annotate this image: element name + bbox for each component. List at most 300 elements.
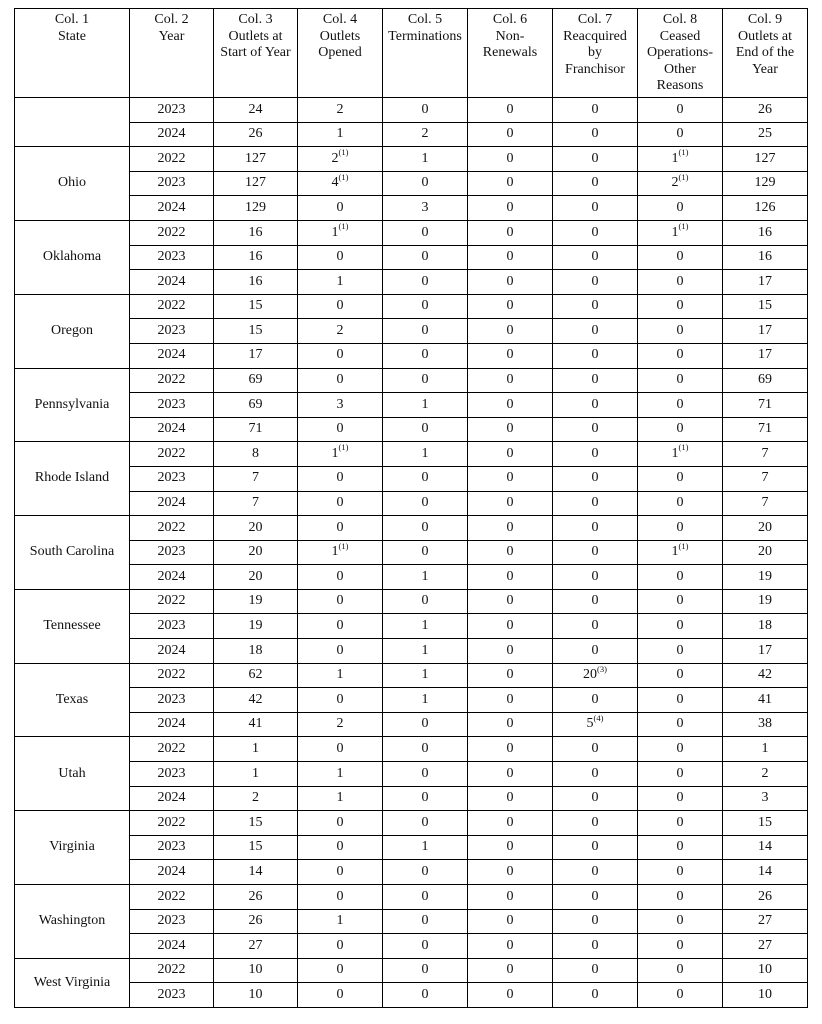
header-line: Col. 8 — [662, 12, 698, 27]
opened-cell: 2 — [298, 712, 383, 737]
start-cell: 16 — [214, 220, 298, 245]
start-cell: 10 — [214, 983, 298, 1008]
opened-cell: 0 — [298, 565, 383, 590]
end-cell: 41 — [723, 688, 808, 713]
terminations-cell: 0 — [383, 540, 468, 565]
terminations-cell: 0 — [383, 983, 468, 1008]
year-cell: 2023 — [130, 466, 214, 491]
terminations-cell: 0 — [383, 245, 468, 270]
footnote-marker: (1) — [338, 540, 349, 551]
opened-cell: 0 — [298, 196, 383, 221]
table-row — [15, 98, 808, 123]
header-line: Renewals — [482, 45, 538, 60]
opened-cell: 1 — [298, 122, 383, 147]
year-cell: 2024 — [130, 343, 214, 368]
opened-cell: 0 — [298, 466, 383, 491]
opened-cell: 0 — [298, 614, 383, 639]
start-cell: 69 — [214, 393, 298, 418]
terminations-cell: 1 — [383, 688, 468, 713]
end-cell: 17 — [723, 343, 808, 368]
state-cell: West Virginia — [15, 958, 130, 1007]
ceased-cell — [638, 540, 723, 565]
end-cell: 127 — [723, 147, 808, 172]
reacquired-cell: 0 — [553, 909, 638, 934]
year-cell: 2022 — [130, 589, 214, 614]
non-renewals-cell: 0 — [468, 122, 553, 147]
end-cell: 3 — [723, 786, 808, 811]
year-cell: 2023 — [130, 245, 214, 270]
reacquired-cell: 0 — [553, 811, 638, 836]
reacquired-cell: 0 — [553, 762, 638, 787]
terminations-cell: 0 — [383, 343, 468, 368]
start-cell: 2 — [214, 786, 298, 811]
end-cell: 2 — [723, 762, 808, 787]
opened-cell: 1 — [298, 270, 383, 295]
reacquired-cell — [553, 712, 638, 737]
non-renewals-cell: 0 — [468, 983, 553, 1008]
start-cell: 24 — [214, 98, 298, 123]
header-line: Outlets at — [228, 28, 283, 44]
ceased-cell: 0 — [638, 712, 723, 737]
cell-value: 1 — [671, 445, 679, 461]
year-cell: 2024 — [130, 196, 214, 221]
table-row — [15, 122, 808, 147]
header-outlets-start — [214, 9, 298, 98]
end-cell: 27 — [723, 909, 808, 934]
table-row — [15, 343, 808, 368]
year-cell: 2023 — [130, 909, 214, 934]
reacquired-cell: 0 — [553, 368, 638, 393]
table-row — [15, 958, 808, 983]
table-row — [15, 835, 808, 860]
footnote-marker: (1) — [678, 220, 689, 231]
state-cell: Ohio — [15, 147, 130, 221]
cell-value: 4 — [331, 175, 339, 191]
start-cell: 15 — [214, 835, 298, 860]
header-line: Col. 9 — [747, 12, 783, 27]
end-cell: 26 — [723, 98, 808, 123]
terminations-cell: 0 — [383, 270, 468, 295]
non-renewals-cell: 0 — [468, 147, 553, 172]
header-line: Operations- — [646, 45, 714, 60]
opened-cell: 0 — [298, 245, 383, 270]
header-line: Opened — [318, 45, 362, 60]
header-line: Franchisor — [565, 61, 625, 77]
opened-cell: 0 — [298, 737, 383, 762]
end-cell: 25 — [723, 122, 808, 147]
ceased-cell: 0 — [638, 860, 723, 885]
terminations-cell: 1 — [383, 639, 468, 664]
non-renewals-cell: 0 — [468, 737, 553, 762]
table-row — [15, 466, 808, 491]
non-renewals-cell: 0 — [468, 565, 553, 590]
ceased-cell — [638, 220, 723, 245]
start-cell: 27 — [214, 934, 298, 959]
non-renewals-cell: 0 — [468, 466, 553, 491]
terminations-cell: 0 — [383, 368, 468, 393]
end-cell: 27 — [723, 934, 808, 959]
table-row — [15, 589, 808, 614]
opened-cell: 1 — [298, 786, 383, 811]
opened-cell: 0 — [298, 417, 383, 442]
header-row — [15, 9, 808, 98]
opened-cell: 0 — [298, 934, 383, 959]
reacquired-cell: 0 — [553, 540, 638, 565]
year-cell: 2022 — [130, 442, 214, 467]
header-line: Col. 2 — [154, 12, 189, 27]
non-renewals-cell: 0 — [468, 491, 553, 516]
start-cell: 42 — [214, 688, 298, 713]
start-cell: 18 — [214, 639, 298, 664]
reacquired-cell: 0 — [553, 934, 638, 959]
terminations-cell: 0 — [383, 319, 468, 344]
non-renewals-cell: 0 — [468, 171, 553, 196]
non-renewals-cell: 0 — [468, 762, 553, 787]
start-cell: 20 — [214, 540, 298, 565]
state-cell: Utah — [15, 737, 130, 811]
end-cell: 19 — [723, 589, 808, 614]
table-row — [15, 491, 808, 516]
reacquired-cell: 0 — [553, 270, 638, 295]
terminations-cell: 0 — [383, 860, 468, 885]
reacquired-cell: 0 — [553, 958, 638, 983]
reacquired-cell — [553, 663, 638, 688]
header-reacquired — [553, 9, 638, 98]
ceased-cell: 0 — [638, 343, 723, 368]
end-cell: 20 — [723, 540, 808, 565]
ceased-cell: 0 — [638, 737, 723, 762]
reacquired-cell: 0 — [553, 122, 638, 147]
cell-value: 1 — [331, 544, 339, 560]
ceased-cell: 0 — [638, 688, 723, 713]
opened-cell: 0 — [298, 516, 383, 541]
ceased-cell: 0 — [638, 245, 723, 270]
header-line: Ceased — [659, 28, 701, 44]
year-cell: 2022 — [130, 958, 214, 983]
ceased-cell: 0 — [638, 196, 723, 221]
header-line: Outlets at — [737, 28, 793, 44]
year-cell: 2023 — [130, 98, 214, 123]
year-cell: 2022 — [130, 885, 214, 910]
start-cell: 10 — [214, 958, 298, 983]
start-cell: 16 — [214, 245, 298, 270]
reacquired-cell: 0 — [553, 983, 638, 1008]
terminations-cell: 0 — [383, 417, 468, 442]
header-line: Col. 5 — [407, 12, 443, 27]
year-cell: 2023 — [130, 688, 214, 713]
opened-cell: 2 — [298, 319, 383, 344]
header-line: Other — [664, 61, 696, 77]
header-non-renewals — [468, 9, 553, 98]
ceased-cell: 0 — [638, 835, 723, 860]
table-row — [15, 909, 808, 934]
non-renewals-cell: 0 — [468, 786, 553, 811]
terminations-cell: 0 — [383, 466, 468, 491]
end-cell: 16 — [723, 220, 808, 245]
terminations-cell: 0 — [383, 909, 468, 934]
terminations-cell: 0 — [383, 294, 468, 319]
header-line: Col. 7 — [577, 12, 613, 27]
start-cell: 14 — [214, 860, 298, 885]
opened-cell: 2 — [298, 98, 383, 123]
year-cell: 2024 — [130, 639, 214, 664]
header-line: Outlets — [319, 28, 361, 44]
ceased-cell: 0 — [638, 958, 723, 983]
ceased-cell: 0 — [638, 319, 723, 344]
non-renewals-cell: 0 — [468, 885, 553, 910]
opened-cell: 0 — [298, 491, 383, 516]
header-line: Col. 1 — [54, 12, 90, 27]
ceased-cell: 0 — [638, 934, 723, 959]
reacquired-cell: 0 — [553, 614, 638, 639]
start-cell: 20 — [214, 565, 298, 590]
footnote-marker: (1) — [678, 171, 689, 182]
reacquired-cell: 0 — [553, 147, 638, 172]
table-row — [15, 614, 808, 639]
terminations-cell: 0 — [383, 220, 468, 245]
ceased-cell: 0 — [638, 885, 723, 910]
start-cell: 1 — [214, 762, 298, 787]
opened-cell: 1 — [298, 909, 383, 934]
footnote-marker: (1) — [338, 442, 349, 453]
table-row — [15, 712, 808, 737]
ceased-cell: 0 — [638, 466, 723, 491]
end-cell: 17 — [723, 639, 808, 664]
state-cell: South Carolina — [15, 516, 130, 590]
end-cell: 15 — [723, 294, 808, 319]
table-row — [15, 639, 808, 664]
table-row — [15, 762, 808, 787]
terminations-cell: 1 — [383, 147, 468, 172]
year-cell: 2023 — [130, 393, 214, 418]
non-renewals-cell: 0 — [468, 270, 553, 295]
opened-cell: 0 — [298, 589, 383, 614]
ceased-cell: 0 — [638, 516, 723, 541]
header-line: Col. 6 — [492, 12, 528, 27]
table-row — [15, 245, 808, 270]
header-line: Start of Year — [220, 45, 291, 60]
non-renewals-cell: 0 — [468, 663, 553, 688]
header-line: State — [58, 28, 86, 44]
terminations-cell: 0 — [383, 491, 468, 516]
ceased-cell — [638, 442, 723, 467]
reacquired-cell: 0 — [553, 885, 638, 910]
table-row — [15, 368, 808, 393]
opened-cell: 0 — [298, 294, 383, 319]
header-outlets-end — [723, 9, 808, 98]
ceased-cell: 0 — [638, 811, 723, 836]
cell-value: 2 — [331, 150, 339, 166]
state-cell: Texas — [15, 663, 130, 737]
header-line: Year — [158, 28, 185, 44]
non-renewals-cell: 0 — [468, 934, 553, 959]
non-renewals-cell: 0 — [468, 393, 553, 418]
end-cell: 71 — [723, 393, 808, 418]
non-renewals-cell: 0 — [468, 319, 553, 344]
state-cell: Washington — [15, 885, 130, 959]
year-cell: 2023 — [130, 319, 214, 344]
end-cell: 7 — [723, 466, 808, 491]
table-row — [15, 860, 808, 885]
ceased-cell: 0 — [638, 663, 723, 688]
start-cell: 15 — [214, 294, 298, 319]
end-cell: 126 — [723, 196, 808, 221]
ceased-cell: 0 — [638, 393, 723, 418]
terminations-cell: 0 — [383, 786, 468, 811]
non-renewals-cell: 0 — [468, 368, 553, 393]
end-cell: 7 — [723, 491, 808, 516]
non-renewals-cell: 0 — [468, 909, 553, 934]
ceased-cell: 0 — [638, 417, 723, 442]
cell-value: 20 — [583, 667, 598, 683]
reacquired-cell: 0 — [553, 466, 638, 491]
end-cell: 20 — [723, 516, 808, 541]
table-row — [15, 270, 808, 295]
end-cell: 18 — [723, 614, 808, 639]
terminations-cell: 1 — [383, 663, 468, 688]
reacquired-cell: 0 — [553, 294, 638, 319]
ceased-cell: 0 — [638, 491, 723, 516]
start-cell: 19 — [214, 589, 298, 614]
year-cell: 2024 — [130, 491, 214, 516]
non-renewals-cell: 0 — [468, 294, 553, 319]
reacquired-cell: 0 — [553, 516, 638, 541]
ceased-cell: 0 — [638, 983, 723, 1008]
start-cell: 15 — [214, 811, 298, 836]
table-row — [15, 442, 808, 467]
header-state — [15, 9, 130, 98]
ceased-cell — [638, 171, 723, 196]
start-cell: 127 — [214, 171, 298, 196]
header-outlets-opened — [298, 9, 383, 98]
ceased-cell — [638, 147, 723, 172]
start-cell: 15 — [214, 319, 298, 344]
header-line: End of the — [735, 45, 795, 60]
non-renewals-cell: 0 — [468, 712, 553, 737]
table-row — [15, 171, 808, 196]
end-cell: 17 — [723, 319, 808, 344]
state-cell: Pennsylvania — [15, 368, 130, 442]
table-row — [15, 811, 808, 836]
terminations-cell: 0 — [383, 737, 468, 762]
table-row — [15, 737, 808, 762]
year-cell: 2022 — [130, 811, 214, 836]
year-cell: 2024 — [130, 122, 214, 147]
opened-cell — [298, 540, 383, 565]
ceased-cell: 0 — [638, 270, 723, 295]
terminations-cell: 0 — [383, 98, 468, 123]
table-row — [15, 516, 808, 541]
start-cell: 69 — [214, 368, 298, 393]
state-cell: Oregon — [15, 294, 130, 368]
reacquired-cell: 0 — [553, 589, 638, 614]
opened-cell: 0 — [298, 688, 383, 713]
year-cell: 2024 — [130, 860, 214, 885]
year-cell: 2024 — [130, 270, 214, 295]
start-cell: 26 — [214, 885, 298, 910]
terminations-cell: 0 — [383, 885, 468, 910]
year-cell: 2023 — [130, 983, 214, 1008]
ceased-cell: 0 — [638, 786, 723, 811]
year-cell: 2022 — [130, 147, 214, 172]
end-cell: 38 — [723, 712, 808, 737]
year-cell: 2022 — [130, 220, 214, 245]
year-cell: 2023 — [130, 171, 214, 196]
reacquired-cell: 0 — [553, 835, 638, 860]
table-row — [15, 417, 808, 442]
opened-cell — [298, 147, 383, 172]
ceased-cell: 0 — [638, 368, 723, 393]
opened-cell — [298, 171, 383, 196]
reacquired-cell: 0 — [553, 220, 638, 245]
non-renewals-cell: 0 — [468, 220, 553, 245]
end-cell: 26 — [723, 885, 808, 910]
start-cell: 1 — [214, 737, 298, 762]
non-renewals-cell: 0 — [468, 614, 553, 639]
terminations-cell: 0 — [383, 589, 468, 614]
table-row — [15, 393, 808, 418]
cell-value: 2 — [671, 175, 679, 191]
state-cell: Rhode Island — [15, 442, 130, 516]
year-cell: 2022 — [130, 663, 214, 688]
footnote-marker: (3) — [597, 663, 607, 674]
end-cell: 17 — [723, 270, 808, 295]
start-cell: 19 — [214, 614, 298, 639]
cell-value: 1 — [671, 224, 679, 240]
reacquired-cell: 0 — [553, 245, 638, 270]
terminations-cell: 0 — [383, 762, 468, 787]
state-cell: Virginia — [15, 811, 130, 885]
opened-cell: 0 — [298, 368, 383, 393]
table-row — [15, 319, 808, 344]
opened-cell — [298, 442, 383, 467]
ceased-cell: 0 — [638, 98, 723, 123]
reacquired-cell: 0 — [553, 319, 638, 344]
non-renewals-cell: 0 — [468, 688, 553, 713]
non-renewals-cell: 0 — [468, 196, 553, 221]
terminations-cell: 1 — [383, 565, 468, 590]
end-cell: 10 — [723, 958, 808, 983]
table-row — [15, 196, 808, 221]
table-row — [15, 220, 808, 245]
ceased-cell: 0 — [638, 294, 723, 319]
reacquired-cell: 0 — [553, 171, 638, 196]
reacquired-cell: 0 — [553, 196, 638, 221]
header-line: Reasons — [656, 78, 704, 93]
header-line: Non- — [495, 28, 525, 44]
year-cell: 2024 — [130, 934, 214, 959]
non-renewals-cell: 0 — [468, 860, 553, 885]
end-cell: 15 — [723, 811, 808, 836]
table-row — [15, 663, 808, 688]
reacquired-cell: 0 — [553, 417, 638, 442]
cell-value: 1 — [671, 544, 679, 560]
ceased-cell: 0 — [638, 639, 723, 664]
year-cell: 2022 — [130, 368, 214, 393]
ceased-cell: 0 — [638, 122, 723, 147]
start-cell: 41 — [214, 712, 298, 737]
start-cell: 8 — [214, 442, 298, 467]
year-cell: 2024 — [130, 712, 214, 737]
header-line: Reacquired — [563, 28, 627, 44]
terminations-cell: 1 — [383, 614, 468, 639]
end-cell: 71 — [723, 417, 808, 442]
non-renewals-cell: 0 — [468, 811, 553, 836]
reacquired-cell: 0 — [553, 565, 638, 590]
terminations-cell: 1 — [383, 835, 468, 860]
table-row — [15, 294, 808, 319]
opened-cell: 0 — [298, 983, 383, 1008]
